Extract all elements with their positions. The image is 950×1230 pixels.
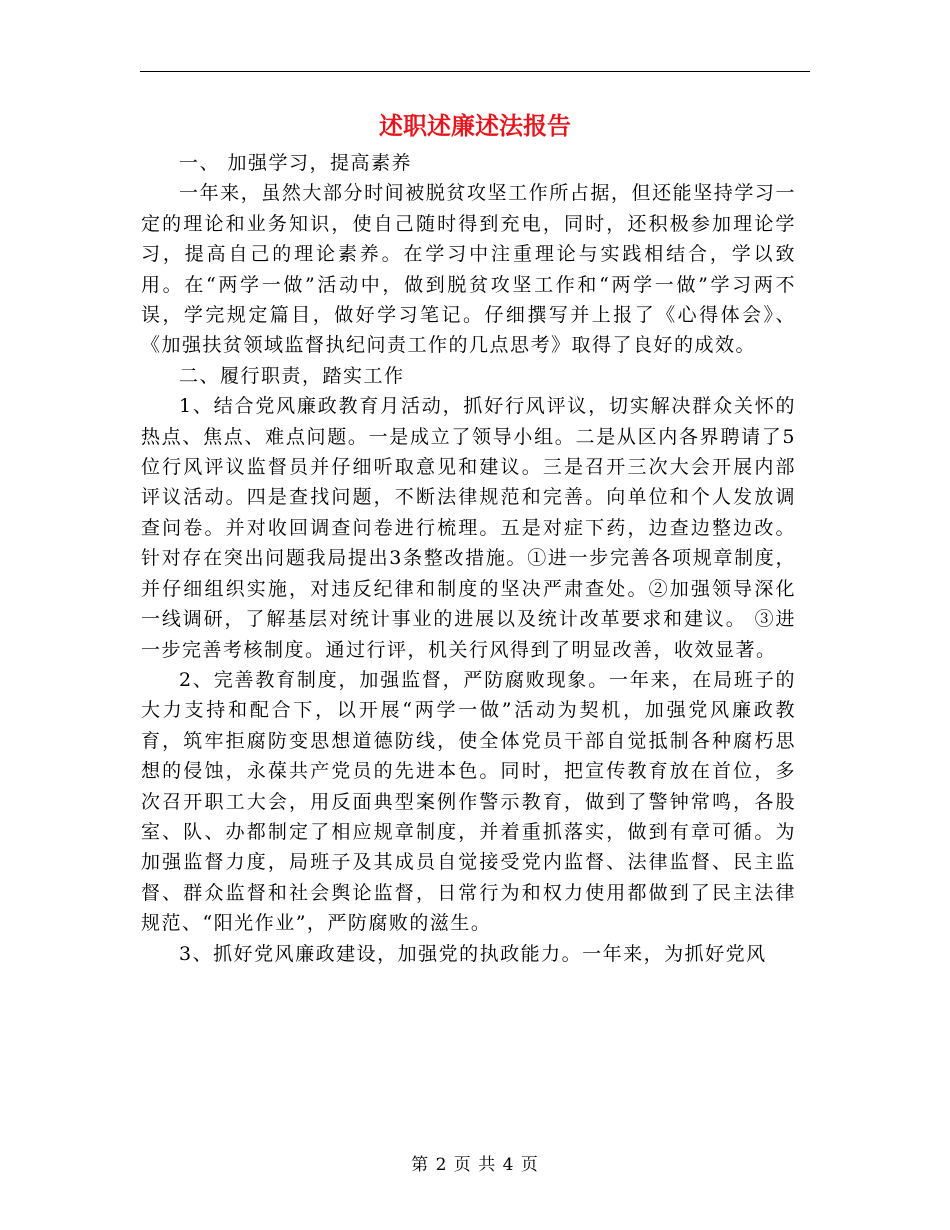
paragraph: 一年来，虽然大部分时间被脱贫攻坚工作所占据，但还能坚持学习一定的理论和业务知识，使自己随时得到充电，同时，还积极参加理论学习，提高自己的理论素养。在学习中注重理论与实践相结合，学以致用。在“两学一做”活动中，做到脱贫攻坚工作和“两学一做”学习两不误，学完规定篇目，做好学习笔记。仔细撰写并上报了《心得体会》、《加强扶贫领域监督执纪问责工作的几点思考》取得了良好的成效。 — [141, 182, 796, 357]
document-title: 述职述廉述法报告 — [379, 111, 571, 140]
header-rule — [140, 71, 810, 72]
section-heading: 二、履行职责，踏实工作 — [179, 364, 405, 387]
paragraph: 3、抓好党风廉政建设，加强党的执政能力。一年来，为抓好党风 — [179, 942, 767, 965]
document-body — [141, 148, 796, 969]
page-footer: 第 2 页 共 4 页 — [411, 1155, 539, 1175]
paragraph: 1、结合党风廉政教育月活动，抓好行风评议，切实解决群众关怀的热点、焦点、难点问题。一是成立了领导小组。二是从区内各界聘请了5位行风评议监督员并仔细听取意见和建议。三是召开三次大会开展内部评议活动。四是查找问题，不断法律规范和完善。向单位和个人发放调查问卷。并对收回调查问卷进行梳理。五是对症下药，边查边整边改。针对存在突出问题我局提出3条整改措施。①进一步完善各项规章制度，并仔细组织实施，对违反纪律和制度的坚决严肃查处。②加强领导深化一线调研，了解基层对统计事业的进展以及统计改革要求和建议。 ③进一步完善考核制度。通过行评，机关行风得到了明显改善，收效显著。 — [141, 395, 796, 661]
paragraph: 2、完善教育制度，加强监督，严防腐败现象。一年来，在局班子的大力支持和配合下，以开展“两学一做”活动为契机，加强党风廉政教育，筑牢拒腐防变思想道德防线，使全体党员干部自觉抵制各种腐朽思想的侵蚀，永葆共产党员的先进本色。同时，把宣传教育放在首位，多次召开职工大会，用反面典型案例作警示教育，做到了警钟常鸣，各股室、队、办都制定了相应规章制度，并着重抓落实，做到有章可循。为加强监督力度，局班子及其成员自觉接受党内监督、法律监督、民主监督、群众监督和社会舆论监督，日常行为和权力使用都做到了民主法律规范、“阳光作业”，严防腐败的滋生。 — [141, 668, 796, 935]
section-heading: 一、 加强学习，提高素养 — [179, 152, 413, 174]
